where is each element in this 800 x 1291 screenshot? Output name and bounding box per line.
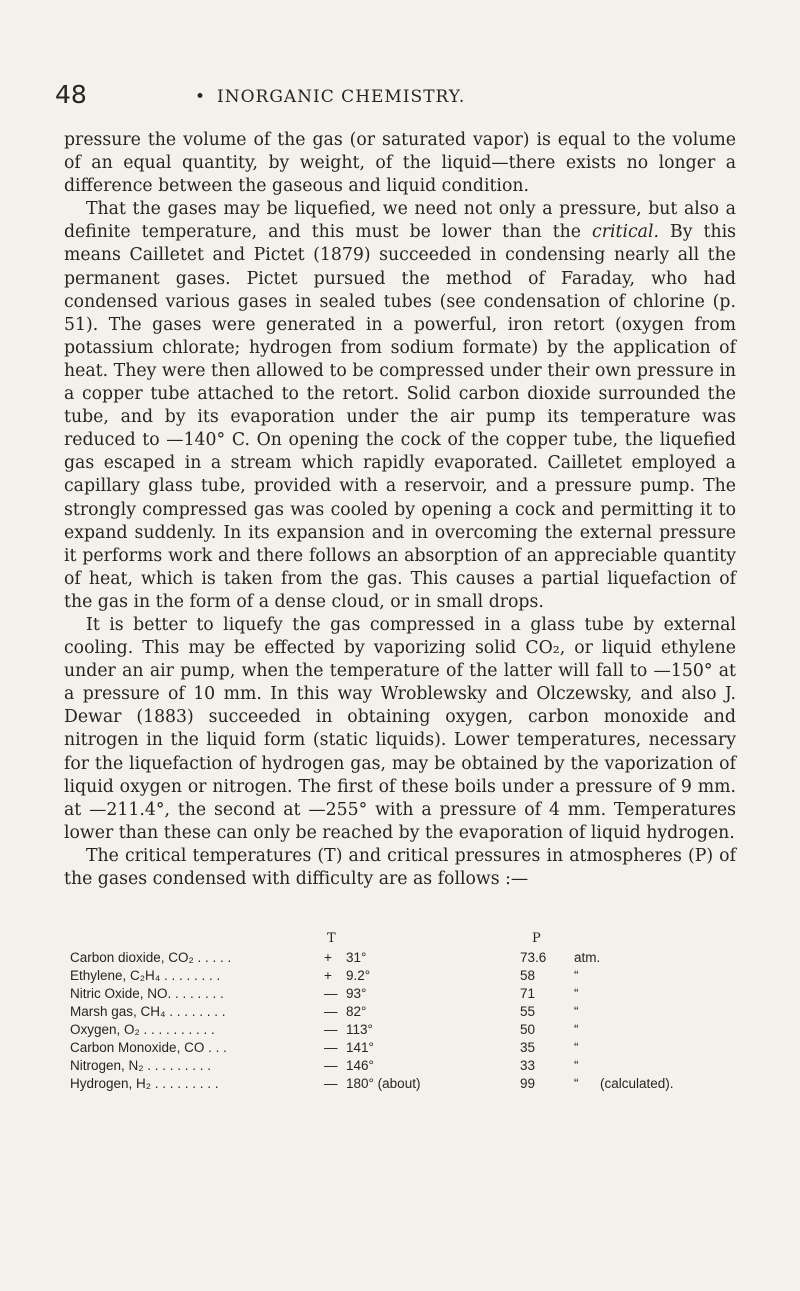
- gas-name: Carbon dioxide, CO₂ . . . . .: [70, 950, 232, 965]
- critical-pressure: 50: [520, 1022, 536, 1037]
- pressure-unit: “: [574, 1076, 579, 1091]
- critical-pressure: 99: [520, 1076, 536, 1091]
- critical-pressure: 33: [520, 1058, 536, 1073]
- gas-name: Nitrogen, N₂ . . . . . . . . .: [70, 1058, 212, 1073]
- pressure-unit: “: [574, 968, 579, 983]
- gas-name: Marsh gas, CH₄ . . . . . . . .: [70, 1004, 226, 1019]
- temperature-sign: —: [324, 986, 338, 1001]
- critical-pressure: 35: [520, 1040, 536, 1055]
- critical-pressure: 58: [520, 968, 536, 983]
- critical-temperature: 82°: [346, 1004, 367, 1019]
- table-row: [70, 949, 790, 967]
- paragraph: The critical temperatures (T) and critical pressures in atmospheres (P) of the gases condensed with difficulty are as follows :—: [64, 845, 736, 889]
- critical-temperature: 146°: [346, 1058, 374, 1073]
- table-row: [70, 1075, 790, 1093]
- table-row: [70, 1039, 790, 1057]
- paragraph: That the gases may be liquefied, we need not only a pressure, but also a definite temperature, and this must be lower than the critical. By this means Cailletet and Pictet (1879) succeeded in condensing nearly all the permanent gases. Pictet pursued the method of Faraday, who had condensed various gases in sealed tubes (see condensation of chlorine (p. 51). The gases were generated in a powerful, iron retort (oxygen from potassium chlorate; hydrogen from sodium formate) by the application of heat. They were then allowed to be compressed under their own pressure in a copper tube attached to the retort. Solid carbon dioxide surrounded the tube, and by its evaporation under the air pump its temperature was reduced to —140° C. On opening the cock of the copper tube, the liquefied gas escaped in a stream which rapidly evaporated. Cailletet employed a capillary glass tube, provided with a reservoir, and a pressure pump. The strongly compressed gas was cooled by opening a cock and permitting it to expand suddenly. In its expansion and in overcoming the external pressure it performs work and there follows an absorption of an appreciable quantity of heat, which is taken from the gas. This causes a partial liquefaction of the gas in the form of a dense cloud, or in small drops.: [64, 199, 737, 612]
- table-row: [70, 1003, 790, 1021]
- header-temperature: T: [327, 931, 336, 946]
- table-row: [70, 985, 790, 1003]
- critical-temperature: 93°: [346, 986, 367, 1001]
- pressure-unit: “: [574, 1022, 579, 1037]
- emphasis-text: critical.: [592, 222, 659, 243]
- gas-name: Carbon Monoxide, CO . . .: [70, 1040, 227, 1055]
- gas-name: Hydrogen, H₂ . . . . . . . . .: [70, 1076, 219, 1091]
- temperature-sign: —: [324, 1022, 338, 1037]
- critical-constants-table: [70, 931, 790, 1093]
- pressure-unit: atm.: [574, 950, 601, 965]
- paragraph: pressure the volume of the gas (or saturated vapor) is equal to the volume of an equal quantity, by weight, of the liquid—there exists no longer a difference between the gaseous and liquid condition.: [64, 130, 736, 197]
- page-number: 48: [55, 80, 87, 109]
- critical-pressure: 55: [520, 1004, 536, 1019]
- table-rows: [70, 949, 790, 1093]
- pressure-unit: “: [574, 1058, 579, 1073]
- gas-name: Oxygen, O₂ . . . . . . . . . .: [70, 1022, 215, 1037]
- body-text: [64, 129, 736, 891]
- pressure-unit: “: [574, 986, 579, 1001]
- critical-temperature: 31°: [346, 950, 367, 965]
- temperature-sign: —: [324, 1004, 338, 1019]
- gas-name: Ethylene, C₂H₄ . . . . . . . .: [70, 968, 221, 983]
- running-title: [195, 87, 637, 107]
- temperature-sign: +: [324, 950, 332, 965]
- temperature-sign: +: [324, 968, 332, 983]
- running-title-text: INORGANIC CHEMISTRY.: [217, 87, 466, 107]
- critical-temperature: 180° (about): [346, 1076, 421, 1091]
- temperature-sign: —: [324, 1076, 338, 1091]
- critical-pressure: 73.6: [520, 950, 547, 965]
- temperature-sign: —: [324, 1040, 338, 1055]
- table-row: [70, 1057, 790, 1075]
- header-pressure: P: [532, 931, 541, 946]
- temperature-sign: —: [324, 1058, 338, 1073]
- table-header: [70, 931, 790, 949]
- paragraph: It is better to liquefy the gas compressed in a glass tube by external cooling. This may be effected by vaporizing solid CO₂, or liquid ethylene under an air pump, when the temperature of the latter will fall to —150° at a pressure of 10 mm. In this way Wroblewsky and Olczewsky, and also J. Dewar (1883) succeeded in obtaining oxygen, carbon monoxide and nitrogen in the liquid form (static liquids). Lower temperatures, necessary for the liquefaction of hydrogen gas, may be obtained by the vaporization of liquid oxygen or nitrogen. The first of these boils under a pressure of 9 mm. at —211.4°, the second at —255° with a pressure of 4 mm. Temperatures lower than these can only be reached by the evaporation of liquid hydrogen.: [64, 614, 736, 843]
- critical-temperature: 141°: [346, 1040, 374, 1055]
- row-note: (calculated).: [600, 1076, 674, 1091]
- header-bullet: •: [195, 87, 207, 107]
- critical-pressure: 71: [520, 986, 536, 1001]
- pressure-unit: “: [574, 1004, 579, 1019]
- pressure-unit: “: [574, 1040, 579, 1055]
- critical-temperature: 113°: [346, 1022, 373, 1037]
- gas-name: Nitric Oxide, NO. . . . . . . .: [70, 986, 224, 1001]
- table-row: [70, 967, 790, 985]
- table-row: [70, 1021, 790, 1039]
- critical-temperature: 9.2°: [346, 968, 371, 983]
